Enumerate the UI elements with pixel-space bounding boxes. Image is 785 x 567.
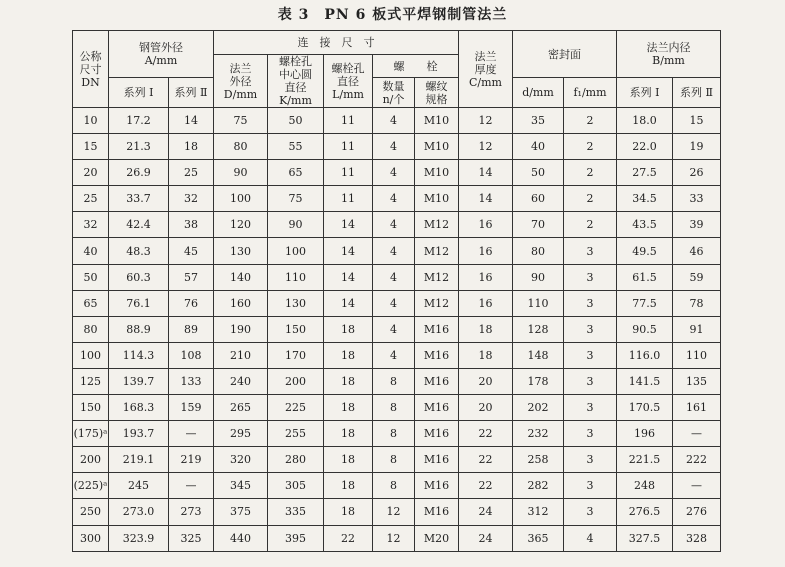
cell-pipe-od-series2: 57 (169, 264, 214, 290)
cell-dn: 150 (73, 395, 109, 421)
cell-seal-d: 202 (513, 395, 564, 421)
cell-thickness: 16 (459, 238, 513, 264)
cell-bolt-circle: 335 (268, 499, 324, 525)
header-bolt-hole: 螺栓孔 直径 L/mm (324, 55, 373, 108)
table-row (73, 108, 721, 134)
cell-bore-series2: 19 (673, 134, 721, 160)
cell-bolt-qty: 4 (373, 160, 415, 186)
cell-bore-series2: 78 (673, 290, 721, 316)
cell-bolt-circle: 50 (268, 108, 324, 134)
cell-thickness: 20 (459, 395, 513, 421)
header-seal-d: d/mm (513, 78, 564, 108)
cell-thickness: 14 (459, 160, 513, 186)
cell-bolt-qty: 8 (373, 368, 415, 394)
cell-bolt-hole: 18 (324, 368, 373, 394)
table-row (73, 499, 721, 525)
cell-dn: 20 (73, 160, 109, 186)
cell-pipe-od-series1: 273.0 (109, 499, 169, 525)
cell-bore-series2: 222 (673, 447, 721, 473)
cell-bolt-qty: 4 (373, 212, 415, 238)
table-row (73, 447, 721, 473)
cell-bolt-qty: 8 (373, 421, 415, 447)
cell-thickness: 20 (459, 368, 513, 394)
cell-bolt-thread: M12 (415, 264, 459, 290)
cell-bolt-thread: M12 (415, 212, 459, 238)
header-seal-f1: f₁/mm (564, 78, 617, 108)
cell-bore-series2: — (673, 421, 721, 447)
cell-pipe-od-series1: 26.9 (109, 160, 169, 186)
cell-bore-series2: 110 (673, 342, 721, 368)
cell-thickness: 24 (459, 525, 513, 551)
cell-seal-d: 70 (513, 212, 564, 238)
cell-pipe-od-series2: 133 (169, 368, 214, 394)
cell-thickness: 12 (459, 108, 513, 134)
cell-seal-f1: 3 (564, 342, 617, 368)
cell-pipe-od-series2: 108 (169, 342, 214, 368)
cell-seal-f1: 2 (564, 108, 617, 134)
cell-bolt-thread: M16 (415, 421, 459, 447)
cell-bolt-thread: M10 (415, 186, 459, 212)
cell-thickness: 22 (459, 421, 513, 447)
cell-dn: 15 (73, 134, 109, 160)
cell-seal-d: 60 (513, 186, 564, 212)
cell-bolt-hole: 22 (324, 525, 373, 551)
cell-bolt-hole: 18 (324, 499, 373, 525)
cell-pipe-od-series1: 323.9 (109, 525, 169, 551)
table-body (73, 108, 721, 552)
cell-flange-od: 190 (214, 316, 268, 342)
cell-pipe-od-series2: 32 (169, 186, 214, 212)
cell-bolt-qty: 4 (373, 186, 415, 212)
cell-seal-f1: 2 (564, 186, 617, 212)
cell-seal-f1: 3 (564, 447, 617, 473)
cell-dn: (225)ᵃ (73, 473, 109, 499)
cell-bore-series1: 276.5 (617, 499, 673, 525)
cell-bolt-thread: M10 (415, 108, 459, 134)
cell-bore-series1: 116.0 (617, 342, 673, 368)
cell-flange-od: 90 (214, 160, 268, 186)
cell-pipe-od-series2: 38 (169, 212, 214, 238)
cell-bolt-thread: M16 (415, 342, 459, 368)
table-row (73, 186, 721, 212)
cell-bolt-circle: 150 (268, 316, 324, 342)
cell-bolt-qty: 4 (373, 264, 415, 290)
cell-bolt-circle: 255 (268, 421, 324, 447)
cell-dn: 65 (73, 290, 109, 316)
header-bore-series2: 系列 Ⅱ (673, 78, 721, 108)
cell-pipe-od-series2: 25 (169, 160, 214, 186)
cell-bore-series1: 49.5 (617, 238, 673, 264)
header-thickness: 法兰 厚度 C/mm (459, 31, 513, 108)
cell-pipe-od-series2: 45 (169, 238, 214, 264)
cell-flange-od: 120 (214, 212, 268, 238)
cell-dn: 25 (73, 186, 109, 212)
table-row (73, 290, 721, 316)
header-bolt: 螺 栓 (373, 55, 459, 78)
header-series1: 系列 Ⅰ (109, 78, 169, 108)
cell-pipe-od-series1: 88.9 (109, 316, 169, 342)
cell-dn: 50 (73, 264, 109, 290)
cell-dn: 10 (73, 108, 109, 134)
cell-seal-f1: 3 (564, 421, 617, 447)
cell-dn: 100 (73, 342, 109, 368)
cell-bore-series2: 135 (673, 368, 721, 394)
table-row (73, 160, 721, 186)
cell-thickness: 22 (459, 447, 513, 473)
cell-thickness: 14 (459, 186, 513, 212)
cell-bolt-qty: 4 (373, 108, 415, 134)
cell-thickness: 16 (459, 264, 513, 290)
cell-bore-series1: 27.5 (617, 160, 673, 186)
cell-seal-d: 128 (513, 316, 564, 342)
cell-bolt-circle: 75 (268, 186, 324, 212)
cell-seal-f1: 3 (564, 264, 617, 290)
cell-bolt-circle: 395 (268, 525, 324, 551)
cell-thickness: 24 (459, 499, 513, 525)
cell-pipe-od-series2: 89 (169, 316, 214, 342)
cell-bolt-hole: 11 (324, 134, 373, 160)
cell-seal-f1: 2 (564, 160, 617, 186)
cell-bolt-hole: 11 (324, 160, 373, 186)
cell-bolt-qty: 4 (373, 290, 415, 316)
cell-seal-d: 80 (513, 238, 564, 264)
header-series2: 系列 Ⅱ (169, 78, 214, 108)
cell-seal-f1: 4 (564, 525, 617, 551)
cell-pipe-od-series1: 139.7 (109, 368, 169, 394)
cell-bolt-hole: 14 (324, 238, 373, 264)
cell-bolt-hole: 18 (324, 473, 373, 499)
cell-flange-od: 210 (214, 342, 268, 368)
header-dn: 公称 尺寸 DN (73, 31, 109, 108)
cell-dn: 40 (73, 238, 109, 264)
cell-seal-d: 110 (513, 290, 564, 316)
cell-seal-d: 35 (513, 108, 564, 134)
cell-flange-od: 320 (214, 447, 268, 473)
cell-flange-od: 75 (214, 108, 268, 134)
cell-bolt-thread: M16 (415, 473, 459, 499)
table-row (73, 342, 721, 368)
cell-pipe-od-series1: 60.3 (109, 264, 169, 290)
cell-bore-series2: 26 (673, 160, 721, 186)
cell-bolt-thread: M12 (415, 238, 459, 264)
cell-bolt-thread: M16 (415, 447, 459, 473)
cell-pipe-od-series1: 17.2 (109, 108, 169, 134)
cell-pipe-od-series1: 76.1 (109, 290, 169, 316)
cell-bolt-hole: 18 (324, 447, 373, 473)
cell-bolt-circle: 170 (268, 342, 324, 368)
cell-seal-f1: 3 (564, 238, 617, 264)
cell-flange-od: 265 (214, 395, 268, 421)
cell-bolt-qty: 4 (373, 316, 415, 342)
cell-pipe-od-series1: 21.3 (109, 134, 169, 160)
cell-bolt-thread: M12 (415, 290, 459, 316)
cell-bore-series1: 18.0 (617, 108, 673, 134)
cell-bore-series1: 43.5 (617, 212, 673, 238)
header-bolt-circle: 螺栓孔 中心圆 直径 K/mm (268, 55, 324, 108)
cell-bolt-thread: M16 (415, 368, 459, 394)
cell-bore-series1: 22.0 (617, 134, 673, 160)
cell-bore-series1: 327.5 (617, 525, 673, 551)
cell-seal-d: 232 (513, 421, 564, 447)
cell-flange-od: 345 (214, 473, 268, 499)
cell-bolt-qty: 4 (373, 342, 415, 368)
cell-bolt-circle: 55 (268, 134, 324, 160)
cell-thickness: 16 (459, 290, 513, 316)
cell-bolt-thread: M16 (415, 499, 459, 525)
cell-bore-series2: 39 (673, 212, 721, 238)
cell-pipe-od-series1: 168.3 (109, 395, 169, 421)
cell-dn: 80 (73, 316, 109, 342)
cell-bore-series2: — (673, 473, 721, 499)
cell-bolt-hole: 18 (324, 342, 373, 368)
cell-flange-od: 375 (214, 499, 268, 525)
cell-seal-f1: 3 (564, 473, 617, 499)
header-pipe-od: 钢管外径 A/mm (109, 31, 214, 78)
cell-pipe-od-series2: 219 (169, 447, 214, 473)
cell-bolt-thread: M10 (415, 134, 459, 160)
cell-seal-f1: 3 (564, 368, 617, 394)
cell-pipe-od-series2: 76 (169, 290, 214, 316)
cell-bolt-hole: 18 (324, 316, 373, 342)
cell-flange-od: 100 (214, 186, 268, 212)
table-row (73, 212, 721, 238)
cell-bolt-thread: M10 (415, 160, 459, 186)
header-bolt-qty: 数量 n/个 (373, 78, 415, 108)
cell-seal-d: 40 (513, 134, 564, 160)
cell-seal-d: 258 (513, 447, 564, 473)
cell-pipe-od-series1: 33.7 (109, 186, 169, 212)
table-row (73, 525, 721, 551)
cell-bore-series1: 34.5 (617, 186, 673, 212)
cell-flange-od: 140 (214, 264, 268, 290)
cell-dn: 32 (73, 212, 109, 238)
cell-bolt-circle: 225 (268, 395, 324, 421)
cell-bolt-thread: M16 (415, 316, 459, 342)
cell-bolt-qty: 8 (373, 395, 415, 421)
cell-flange-od: 80 (214, 134, 268, 160)
table-row (73, 134, 721, 160)
cell-dn: 250 (73, 499, 109, 525)
cell-bolt-circle: 280 (268, 447, 324, 473)
table-row (73, 395, 721, 421)
cell-seal-d: 312 (513, 499, 564, 525)
cell-bolt-thread: M16 (415, 395, 459, 421)
cell-seal-d: 282 (513, 473, 564, 499)
cell-flange-od: 160 (214, 290, 268, 316)
cell-bolt-circle: 200 (268, 368, 324, 394)
cell-dn: (175)ᵃ (73, 421, 109, 447)
cell-bolt-hole: 11 (324, 186, 373, 212)
header-connection: 连 接 尺 寸 (214, 31, 459, 55)
cell-pipe-od-series1: 245 (109, 473, 169, 499)
cell-bolt-circle: 90 (268, 212, 324, 238)
cell-seal-d: 365 (513, 525, 564, 551)
cell-pipe-od-series1: 42.4 (109, 212, 169, 238)
cell-bolt-qty: 4 (373, 134, 415, 160)
header-bolt-thread: 螺纹 规格 (415, 78, 459, 108)
table-row (73, 316, 721, 342)
table-title: 表 3 PN 6 板式平焊钢制管法兰 (277, 7, 508, 23)
cell-seal-d: 50 (513, 160, 564, 186)
cell-pipe-od-series2: — (169, 421, 214, 447)
cell-bore-series1: 90.5 (617, 316, 673, 342)
cell-pipe-od-series2: 14 (169, 108, 214, 134)
cell-pipe-od-series1: 219.1 (109, 447, 169, 473)
cell-bolt-qty: 12 (373, 525, 415, 551)
cell-pipe-od-series2: 325 (169, 525, 214, 551)
cell-seal-f1: 3 (564, 290, 617, 316)
cell-bore-series1: 248 (617, 473, 673, 499)
cell-dn: 300 (73, 525, 109, 551)
cell-bore-series1: 61.5 (617, 264, 673, 290)
cell-pipe-od-series2: 273 (169, 499, 214, 525)
cell-thickness: 22 (459, 473, 513, 499)
cell-bore-series2: 46 (673, 238, 721, 264)
cell-thickness: 16 (459, 212, 513, 238)
cell-thickness: 12 (459, 134, 513, 160)
cell-bolt-circle: 65 (268, 160, 324, 186)
cell-bolt-circle: 110 (268, 264, 324, 290)
cell-bore-series2: 15 (673, 108, 721, 134)
cell-bore-series1: 170.5 (617, 395, 673, 421)
header-bore: 法兰内径 B/mm (617, 31, 721, 78)
cell-bolt-hole: 18 (324, 395, 373, 421)
cell-bore-series2: 91 (673, 316, 721, 342)
cell-seal-d: 148 (513, 342, 564, 368)
cell-bolt-circle: 305 (268, 473, 324, 499)
cell-seal-d: 90 (513, 264, 564, 290)
cell-bolt-thread: M20 (415, 525, 459, 551)
cell-seal-f1: 2 (564, 212, 617, 238)
cell-thickness: 18 (459, 316, 513, 342)
cell-bolt-qty: 8 (373, 473, 415, 499)
cell-bolt-qty: 4 (373, 238, 415, 264)
cell-dn: 200 (73, 447, 109, 473)
cell-thickness: 18 (459, 342, 513, 368)
table-row (73, 264, 721, 290)
cell-pipe-od-series1: 114.3 (109, 342, 169, 368)
cell-bore-series2: 161 (673, 395, 721, 421)
header-flange-od: 法兰 外径 D/mm (214, 55, 268, 108)
cell-flange-od: 240 (214, 368, 268, 394)
cell-pipe-od-series2: 159 (169, 395, 214, 421)
cell-pipe-od-series2: 18 (169, 134, 214, 160)
cell-bolt-circle: 100 (268, 238, 324, 264)
cell-seal-d: 178 (513, 368, 564, 394)
cell-bolt-hole: 14 (324, 264, 373, 290)
cell-bolt-qty: 12 (373, 499, 415, 525)
cell-flange-od: 130 (214, 238, 268, 264)
cell-seal-f1: 2 (564, 134, 617, 160)
cell-seal-f1: 3 (564, 395, 617, 421)
cell-bolt-hole: 11 (324, 108, 373, 134)
cell-bolt-hole: 14 (324, 290, 373, 316)
cell-bolt-qty: 8 (373, 447, 415, 473)
table-header (73, 31, 721, 108)
cell-pipe-od-series1: 48.3 (109, 238, 169, 264)
cell-bore-series2: 33 (673, 186, 721, 212)
cell-bore-series2: 328 (673, 525, 721, 551)
cell-bolt-hole: 14 (324, 212, 373, 238)
table-row (73, 473, 721, 499)
header-bore-series1: 系列 Ⅰ (617, 78, 673, 108)
cell-bolt-hole: 18 (324, 421, 373, 447)
cell-dn: 125 (73, 368, 109, 394)
cell-bolt-circle: 130 (268, 290, 324, 316)
cell-seal-f1: 3 (564, 316, 617, 342)
cell-bore-series2: 59 (673, 264, 721, 290)
cell-bore-series1: 221.5 (617, 447, 673, 473)
table-row (73, 368, 721, 394)
table-row (73, 238, 721, 264)
cell-seal-f1: 3 (564, 499, 617, 525)
cell-pipe-od-series2: — (169, 473, 214, 499)
cell-bore-series1: 196 (617, 421, 673, 447)
table-row (73, 421, 721, 447)
flange-table (72, 30, 721, 552)
cell-bore-series2: 276 (673, 499, 721, 525)
header-seal: 密封面 (513, 31, 617, 78)
cell-bore-series1: 141.5 (617, 368, 673, 394)
cell-flange-od: 440 (214, 525, 268, 551)
cell-pipe-od-series1: 193.7 (109, 421, 169, 447)
cell-flange-od: 295 (214, 421, 268, 447)
cell-bore-series1: 77.5 (617, 290, 673, 316)
